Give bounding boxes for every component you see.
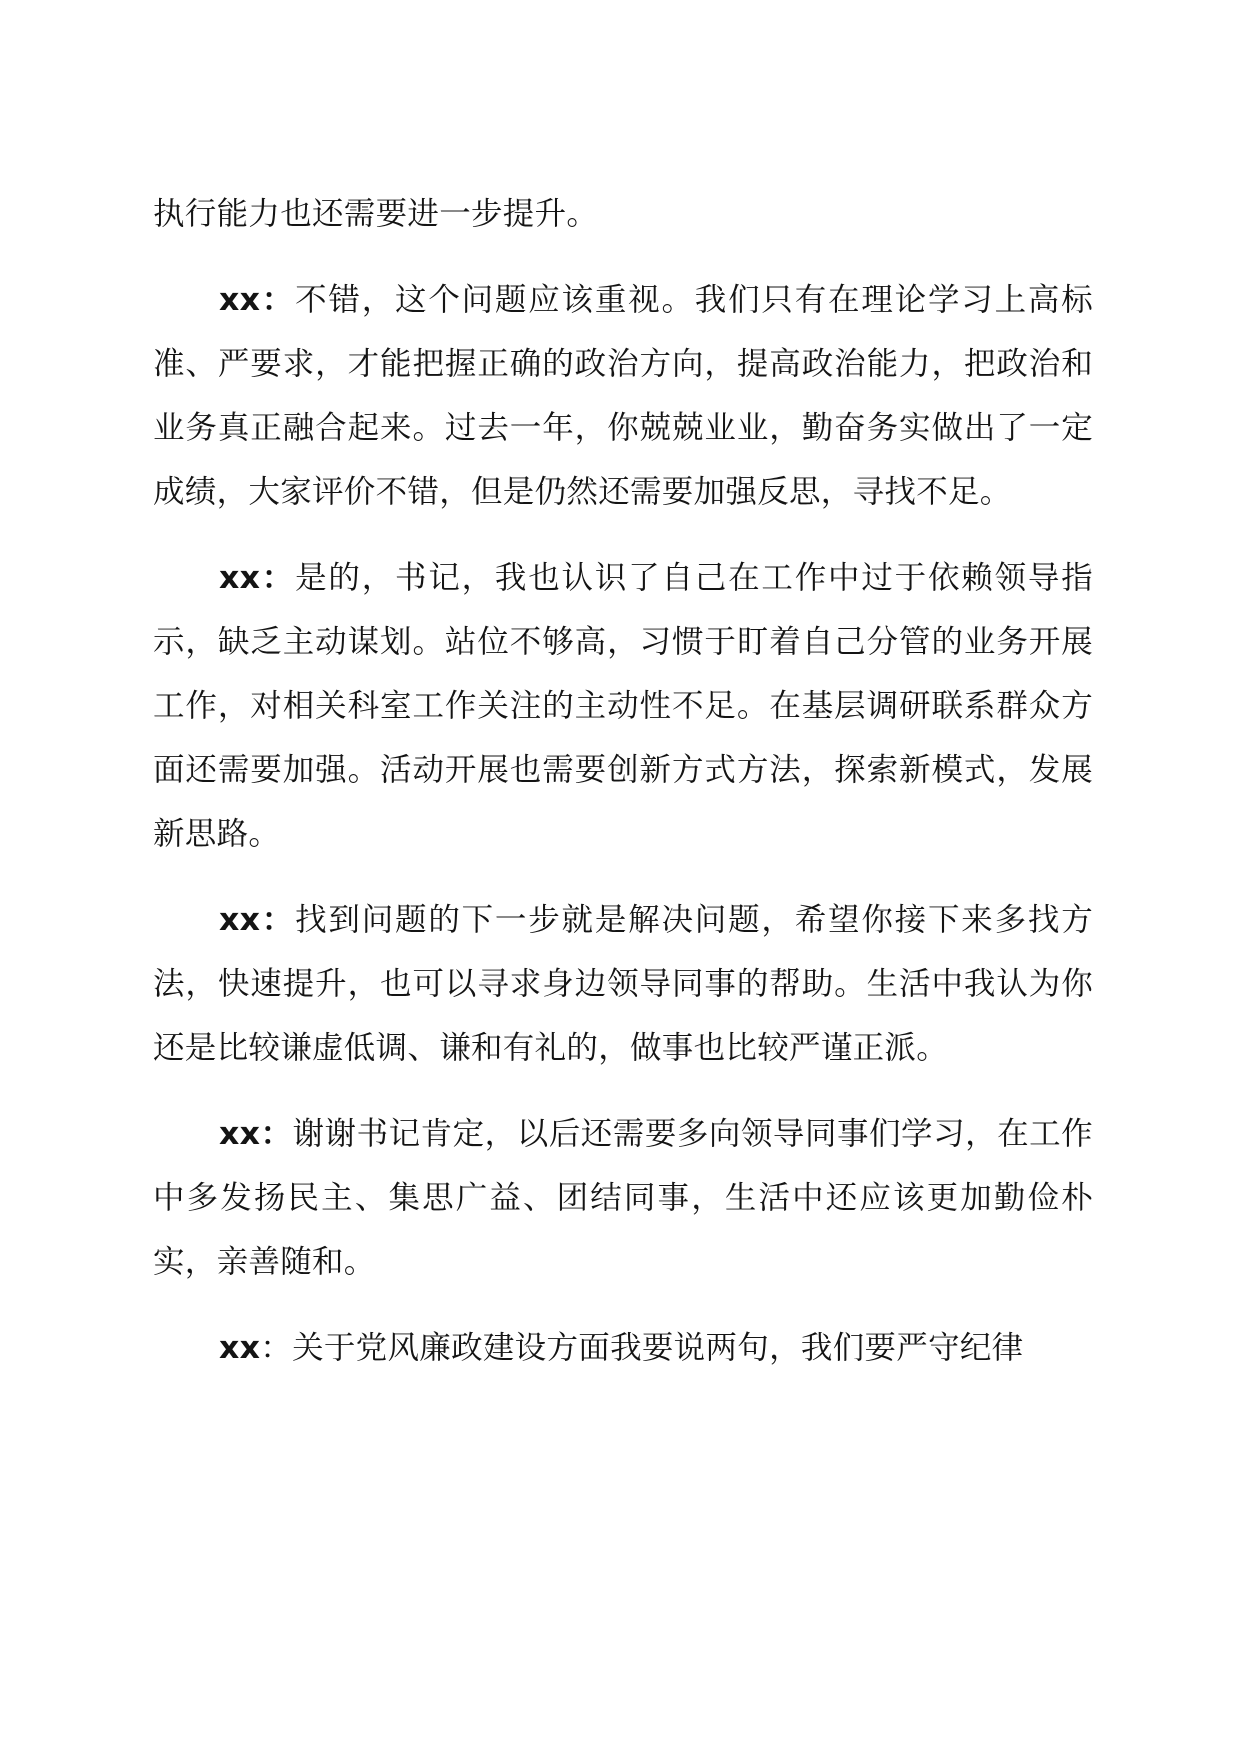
paragraph-5 [153, 1102, 1093, 1294]
speaker-label: xx [219, 1330, 261, 1366]
speaker-label: xx [219, 282, 261, 318]
speaker-separator: ： [260, 560, 296, 596]
paragraph-2 [153, 268, 1093, 524]
paragraph-text: 不错，这个问题应该重视。我们只有在理论学习上高标准、严要求，才能把握正确的政治方向，提高政治能力，把政治和业务真正融合起来。过去一年，你兢兢业业，勤奋务实做出了一定成绩，大家评价不错，但是仍然还需要加强反思，寻找不足。 [153, 282, 1093, 510]
speaker-label: xx [219, 1116, 261, 1152]
paragraph-text: 谢谢书记肯定，以后还需要多向领导同事们学习，在工作中多发扬民主、集思广益、团结同事，生活中还应该更加勤俭朴实，亲善随和。 [153, 1116, 1093, 1280]
speaker-separator: ： [260, 902, 296, 938]
paragraph-3 [153, 546, 1093, 866]
speaker-separator: ： [260, 1116, 293, 1152]
speaker-separator: ： [260, 1330, 293, 1366]
speaker-separator: ： [260, 282, 296, 318]
paragraph-1 [153, 182, 1093, 246]
paragraph-text: 找到问题的下一步就是解决问题，希望你接下来多找方法，快速提升，也可以寻求身边领导同事的帮助。生活中我认为你还是比较谦虚低调、谦和有礼的，做事也比较严谨正派。 [153, 902, 1093, 1066]
paragraph-text: 是的，书记，我也认识了自己在工作中过于依赖领导指示，缺乏主动谋划。站位不够高，习惯于盯着自己分管的业务开展工作，对相关科室工作关注的主动性不足。在基层调研联系群众方面还需要加强。活动开展也需要创新方式方法，探索新模式，发展新思路。 [153, 560, 1093, 852]
speaker-label: xx [219, 560, 261, 596]
paragraph-text: 执行能力也还需要进一步提升。 [153, 196, 599, 232]
speaker-label: xx [219, 902, 261, 938]
paragraph-4 [153, 888, 1093, 1080]
document-page [153, 182, 1093, 1402]
paragraph-6 [153, 1316, 1093, 1380]
paragraph-text: 关于党风廉政建设方面我要说两句，我们要严守纪律 [292, 1330, 1024, 1366]
